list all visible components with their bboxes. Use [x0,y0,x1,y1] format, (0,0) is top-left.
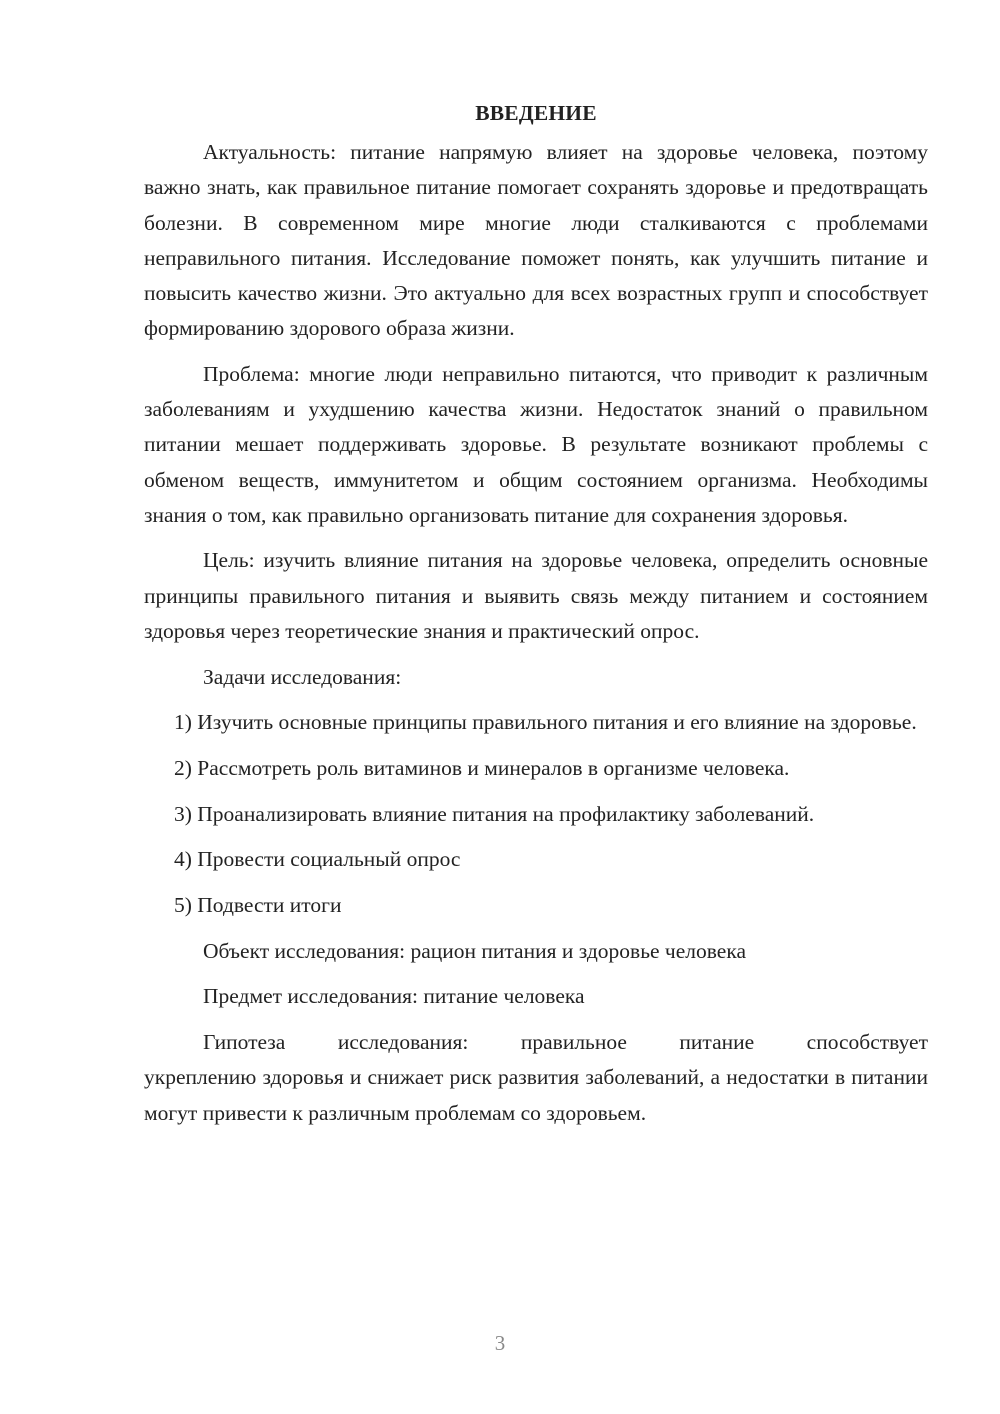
research-subject: Предмет исследования: питание человека [203,984,585,1009]
tasks-title: Задачи исследования: [203,664,402,689]
page-title: ВВЕДЕНИЕ [475,101,597,125]
task-item-2: 2) Рассмотреть роль витаминов и минералов в организме человека. [174,755,790,780]
goal-paragraph: Цель: изучить влияние питания на здоровье человека, определить основные принципы правильного питания и выявить связь между питанием и состоянием здоровья через теоретические знания и практический опрос. [144,548,928,643]
hypothesis-continuation: укреплению здоровья и снижает риск развития заболеваний, а недостатки в питании могут привести к различным проблемам со здоровьем. [144,1065,928,1125]
page-number: 3 [494,1331,506,1355]
hypothesis-first-line: Гипотеза исследования: правильное питание способствует [203,1030,928,1055]
document-page [144,96,928,1131]
research-object: Объект исследования: рацион питания и здоровье человека [203,938,746,963]
relevance-paragraph: Актуальность: питание напрямую влияет на здоровье человека, поэтому важно знать, как правильное питание помогает сохранять здоровье и предотвращать болезни. В современном мире многие люди сталкиваются с проблемами неправильного питания. Исследование поможет понять, как улучшить питание и повысить качество жизни. Это актуально для всех возрастных групп и способствует формированию здорового образа жизни. [144,140,928,341]
problem-paragraph: Проблема: многие люди неправильно питаются, что приводит к различным заболеваниям и ухудшению качества жизни. Недостаток знаний о правильном питании мешает поддерживать здоровье. В результате возникают проблемы с обменом веществ, иммунитетом и общим состоянием организма. Необходимы знания о том, как правильно организовать питание для сохранения здоровья. [144,361,928,527]
hypothesis-paragraph [144,1025,928,1131]
task-item-3: 3) Проанализировать влияние питания на профилактику заболеваний. [174,801,815,826]
task-item-5: 5) Подвести итоги [174,893,342,918]
task-item-4: 4) Провести социальный опрос [174,847,461,872]
task-item-1: 1) Изучить основные принципы правильного питания и его влияние на здоровье. [174,710,917,735]
